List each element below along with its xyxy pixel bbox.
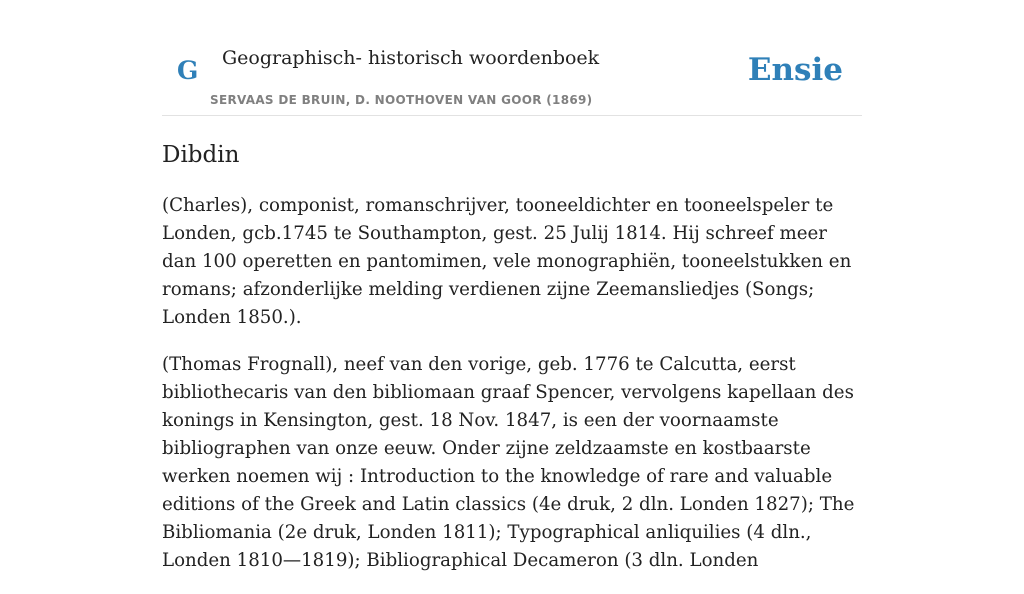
header: [162, 40, 862, 116]
entry-body: [162, 192, 862, 594]
book-title[interactable]: Geographisch- historisch woordenboek: [222, 47, 600, 69]
ensie-logo-link[interactable]: Ensie: [747, 52, 843, 88]
book-logo-letter[interactable]: G: [177, 56, 199, 85]
entry-paragraph: (Charles), componist, romanschrijver, tooneeldichter en tooneelspeler te Londen, gcb.1745 te Southampton, gest. 25 Julij 1814. Hij schreef meer dan 100 operetten en pantomimen, vele monographiën, tooneelstukken en romans; afzonderlijke melding verdienen zijne Zeemansliedjes (Songs; Londen 1850.).: [162, 195, 852, 328]
entry-title: Dibdin: [162, 142, 240, 168]
book-authors: SERVAAS DE BRUIN, D. NOOTHOVEN VAN GOOR (1869): [210, 93, 593, 107]
entry-paragraph: (Thomas Frognall), neef van den vorige, geb. 1776 te Calcutta, eerst bibliothecaris van den bibliomaan graaf Spencer, vervolgens kapellaan des konings in Kensington, gest. 18 Nov. 1847, is een der voornaamste bibliographen van onze eeuw. Onder zijne zeldzaamste en kostbaarste werken noemen wij : Introduction to the knowledge of rare and valuable editions of the Greek and Latin classics (4e druk, 2 dln. Londen 1827); The Bibliomania (2e druk, Londen 1811); Typographical anliquilies (4 dln., Londen 1810—1819); Bibliographical Decameron (3 dln. Londen: [162, 354, 855, 571]
